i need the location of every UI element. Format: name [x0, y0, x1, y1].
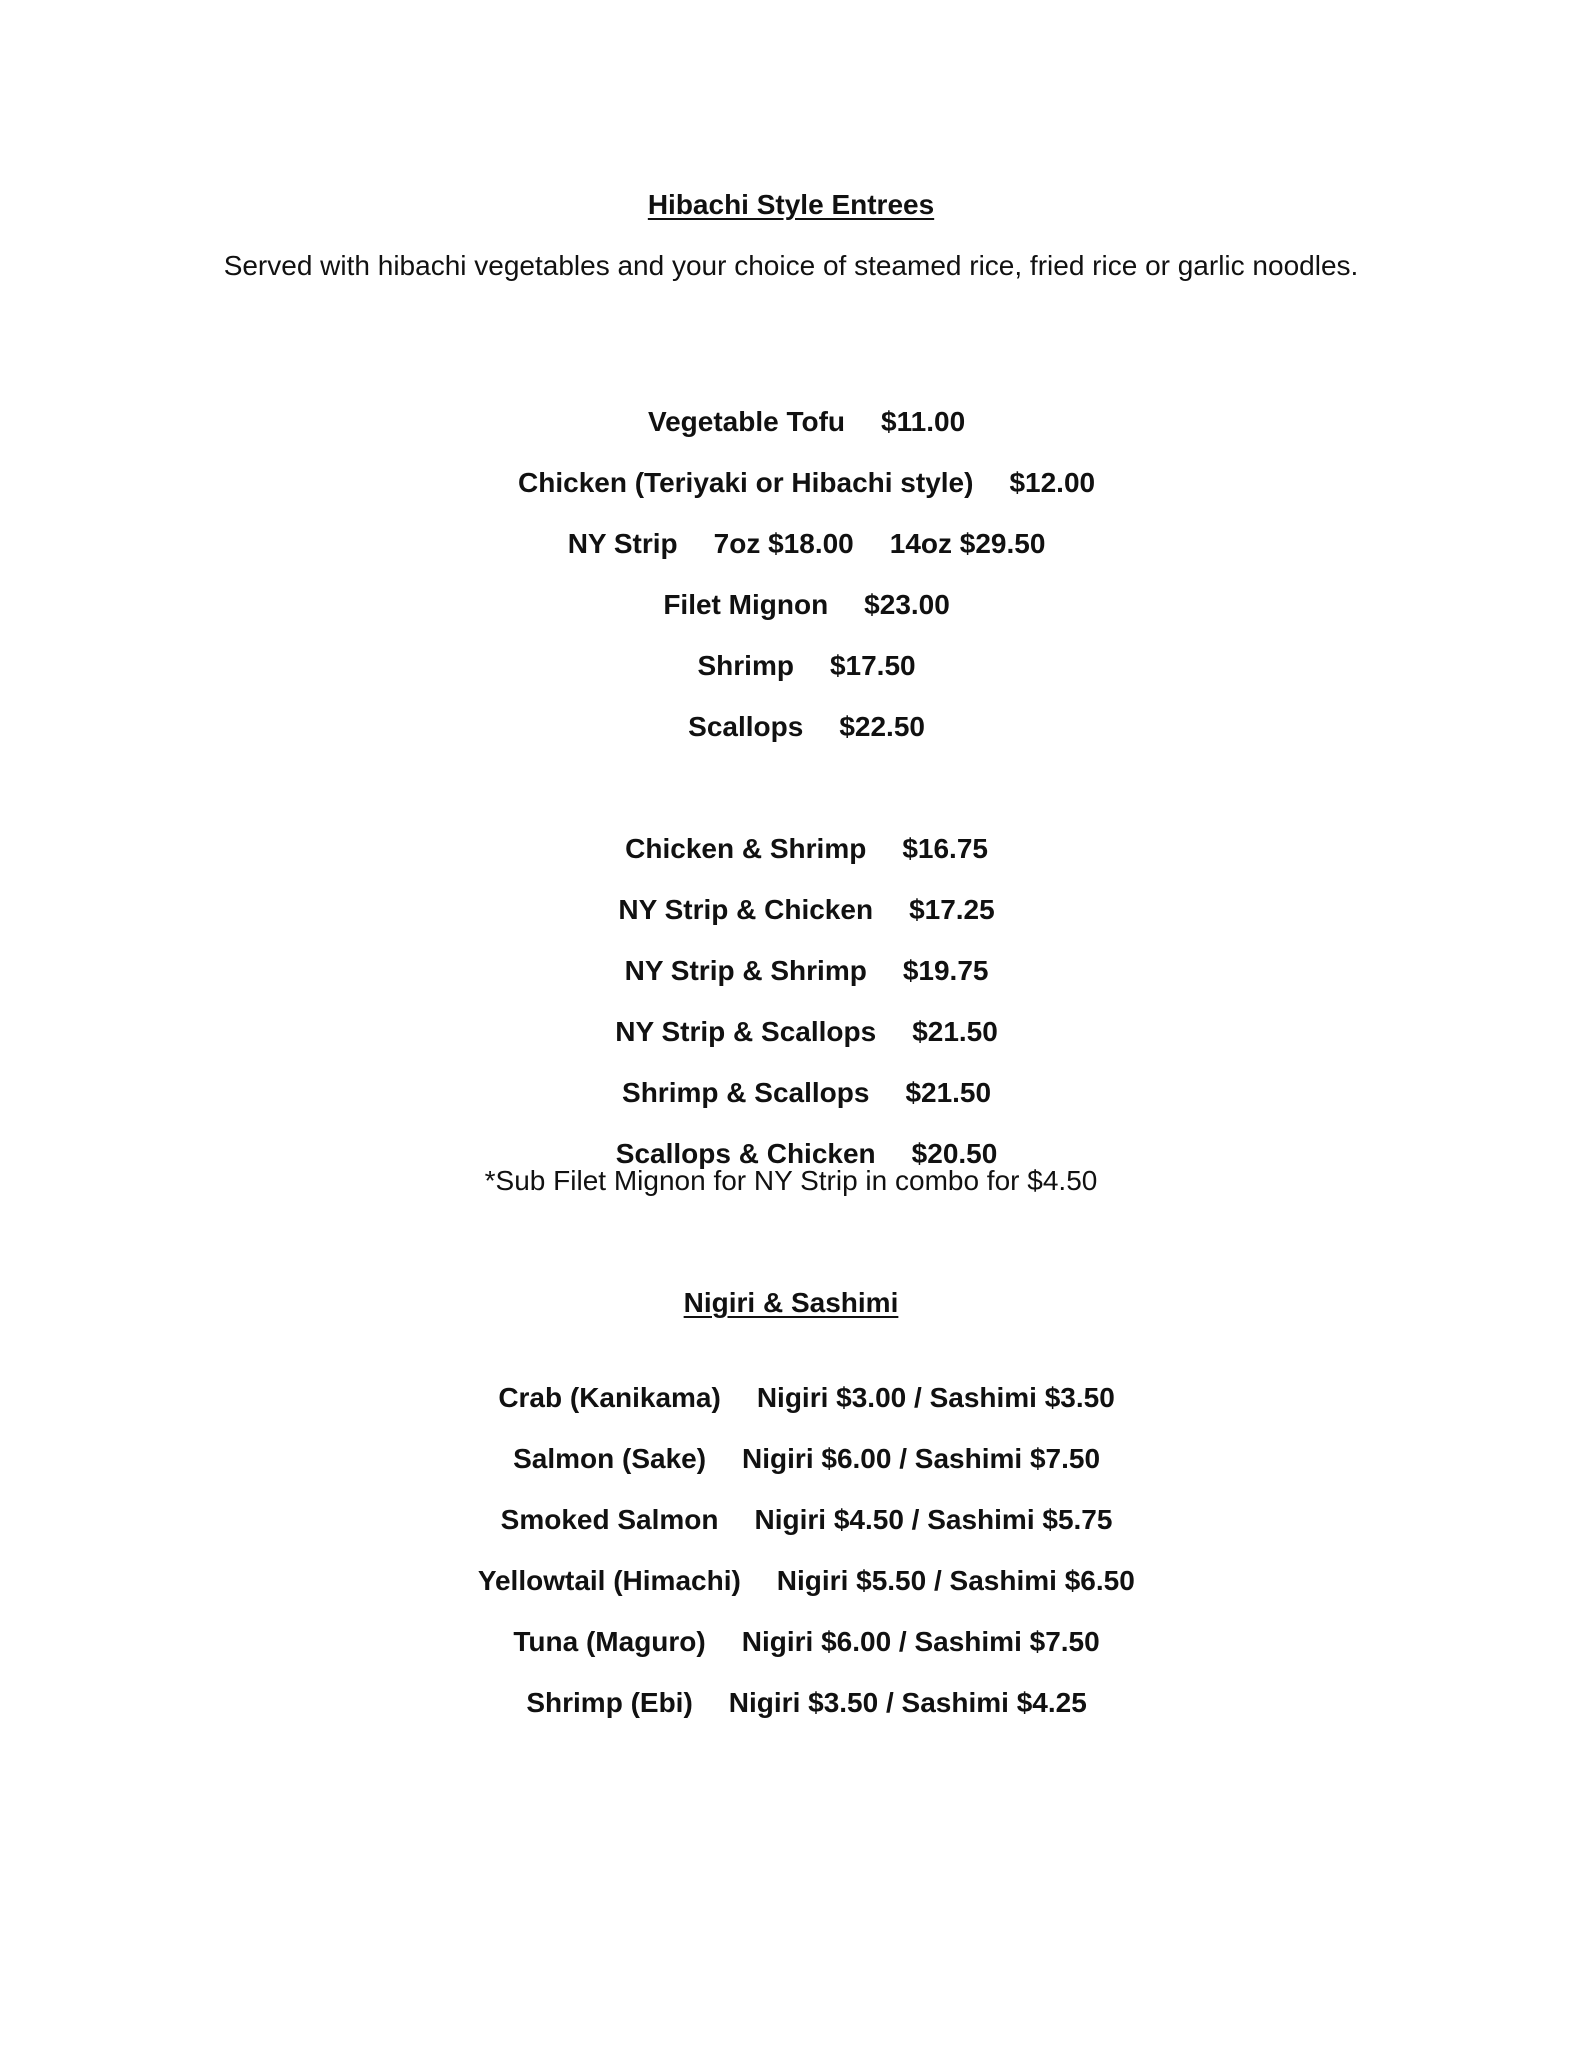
- item-name: NY Strip & Shrimp: [624, 955, 867, 986]
- item-name: NY Strip & Chicken: [618, 894, 874, 925]
- item-price: $12.00: [1009, 467, 1096, 498]
- item-price: $20.50: [911, 1138, 998, 1169]
- item-name: Crab (Kanikama): [498, 1382, 721, 1413]
- nigiri-heading: Nigiri & Sashimi: [683, 1287, 899, 1318]
- item-name: Yellowtail (Himachi): [477, 1565, 741, 1596]
- item-name: Shrimp (Ebi): [526, 1687, 693, 1718]
- item-price-alt: 14oz $29.50: [889, 528, 1046, 559]
- item-price: $11.00: [881, 406, 966, 437]
- item-name: NY Strip: [567, 528, 678, 559]
- item-price: Nigiri $4.50 / Sashimi $5.75: [754, 1504, 1113, 1535]
- item-name: Filet Mignon: [663, 589, 829, 620]
- item-name: Chicken (Teriyaki or Hibachi style): [518, 467, 974, 498]
- item-price: Nigiri $5.50 / Sashimi $6.50: [776, 1565, 1135, 1596]
- item-name: Scallops: [688, 711, 804, 742]
- item-price: 7oz $18.00: [713, 528, 854, 559]
- item-price: Nigiri $6.00 / Sashimi $7.50: [742, 1443, 1101, 1474]
- item-price: $21.50: [905, 1077, 992, 1108]
- item-name: Vegetable Tofu: [647, 406, 846, 437]
- item-price: $17.25: [909, 894, 995, 925]
- combo-note: *Sub Filet Mignon for NY Strip in combo for $4.50: [484, 1165, 1098, 1196]
- item-name: Smoked Salmon: [500, 1504, 719, 1535]
- item-price: $21.50: [912, 1016, 998, 1047]
- item-name: Chicken & Shrimp: [625, 833, 867, 864]
- item-price: $16.75: [902, 833, 988, 864]
- item-name: Salmon (Sake): [513, 1443, 707, 1474]
- hibachi-heading: Hibachi Style Entrees: [647, 189, 935, 220]
- item-name: Shrimp & Scallops: [622, 1077, 870, 1108]
- item-name: Shrimp: [697, 650, 794, 681]
- item-price: $17.50: [829, 650, 916, 681]
- menu-item: [0, 676, 1582, 778]
- item-price: $19.75: [902, 955, 989, 986]
- item-name: NY Strip & Scallops: [615, 1016, 877, 1047]
- item-name: Tuna (Maguro): [513, 1626, 706, 1657]
- hibachi-intro: Served with hibachi vegetables and your choice of steamed rice, fried rice or garlic noodles.: [223, 250, 1359, 281]
- item-name: Scallops & Chicken: [615, 1138, 876, 1169]
- item-price: Nigiri $6.00 / Sashimi $7.50: [741, 1626, 1100, 1657]
- item-price: Nigiri $3.50 / Sashimi $4.25: [728, 1687, 1087, 1718]
- nigiri-item: [0, 1652, 1582, 1754]
- item-price: $22.50: [839, 711, 925, 742]
- item-price: $23.00: [864, 589, 950, 620]
- item-price: Nigiri $3.00 / Sashimi $3.50: [756, 1382, 1115, 1413]
